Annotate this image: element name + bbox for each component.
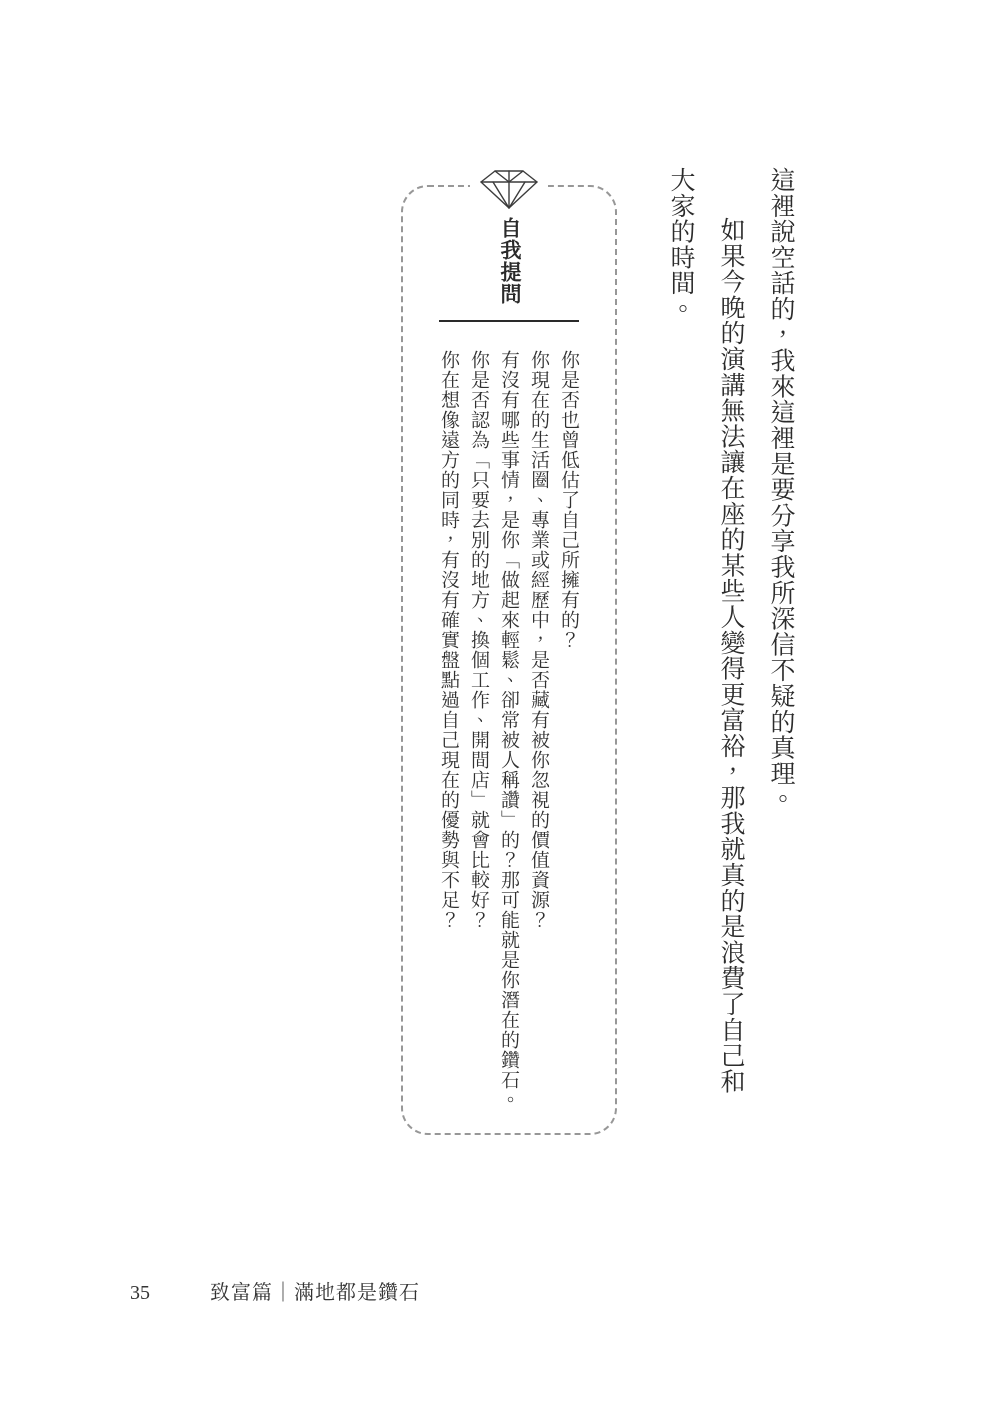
question-item: 你是否也曾低估了自己所擁有的？ bbox=[558, 350, 579, 650]
page-number: 35 bbox=[130, 1282, 150, 1304]
main-paragraph: 如果今晚的演講無法讓在座的某些人變得更富裕，那我就真的是浪費了自己和大家的時間。 bbox=[667, 167, 744, 1095]
self-question-box bbox=[401, 185, 617, 1135]
diamond-icon bbox=[470, 165, 548, 211]
chapter-title: 致富篇｜滿地都是鑽石 bbox=[210, 1282, 420, 1304]
box-title: 自我提問 bbox=[498, 217, 521, 305]
page-footer bbox=[130, 1276, 420, 1305]
main-text bbox=[655, 167, 805, 1107]
question-item: 有沒有哪些事情，是你「做起來輕鬆、卻常被人稱讚」的？那可能就是你潛在的鑽石。 bbox=[498, 350, 519, 1110]
main-paragraph: 這裡說空話的，我來這裡是要分享我所深信不疑的真理。 bbox=[767, 167, 794, 812]
question-item: 你現在的生活圈、專業或經歷中，是否藏有被你忽視的價值資源？ bbox=[528, 350, 549, 930]
question-item: 你是否認為「只要去別的地方、換個工作、開間店」就會比較好？ bbox=[468, 350, 489, 930]
title-divider bbox=[439, 320, 579, 322]
question-list bbox=[433, 350, 583, 1114]
question-item: 你在想像遠方的同時，有沒有確實盤點過自己現在的優勢與不足？ bbox=[438, 350, 459, 930]
